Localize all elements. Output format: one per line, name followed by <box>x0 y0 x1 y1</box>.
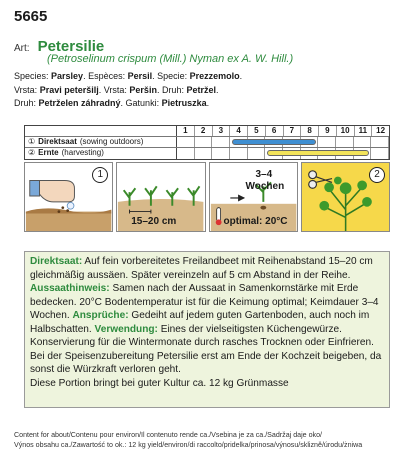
calendar-row-harvest: ② Ernte (harvesting) <box>25 148 389 159</box>
footer-line: Výnos obsahu ca./Zawartość to ok.: 12 kg yield/environ/di raccolto/pridelka/prinosa/výnosu/sklizně/úrodu/żniwa <box>14 440 363 449</box>
requirements-heading: Ansprüche: <box>72 310 129 322</box>
usage-text: Eines der vielseitigsten Küchengewürze. Konservierung für die Wintermonate durch rasches Trocknen oder Einfrieren. Bei der Speisenzubereitung Petersilie erst am Ende der Kochzeit beigeben, da sonst die Würzkraft verloren geht. <box>30 323 382 376</box>
calendar-period-bar <box>267 150 369 156</box>
step-number: 2 <box>369 167 385 183</box>
names-row: Druh: Petrželen záhradný. Gatunki: Pietruszka. <box>14 98 210 109</box>
footer-line: Content for about/Contenu pour environ/Il contenuto rende ca./Vsebina je za ca./Sadržaj daje oko/ <box>14 431 322 439</box>
translated-names <box>14 70 242 111</box>
month-label: 7 <box>284 126 302 136</box>
instruction-pictograms <box>24 162 390 232</box>
product-code: 5665 <box>14 8 48 25</box>
direct-sowing-text: Auf fein vorbereitetes Freilandbeet mit Reihenabstand 15–20 cm gleichmäßig aussäen. Später vereinzeln auf 5 cm Abstand in der Reihe. <box>30 256 373 281</box>
requirements-text: Gedeiht auf jedem guten Gartenboden, auch noch im Halbschatten. <box>30 310 370 335</box>
pictogram-germination <box>209 162 298 232</box>
month-label: 12 <box>376 126 386 135</box>
month-label: 11 <box>355 126 373 136</box>
germination-weeks-unit: Wochen <box>245 181 285 192</box>
row-spacing-label: 15–20 cm <box>131 216 177 227</box>
yield-text: Diese Portion bringt bei guter Kultur ca. 12 kg Grünmasse <box>30 377 289 389</box>
species-name: Petersilie <box>37 38 105 55</box>
pictogram-harvest <box>301 162 390 232</box>
usage-heading: Verwendung: <box>94 323 158 335</box>
instructions-text <box>24 251 390 408</box>
month-label: 2 <box>195 126 213 136</box>
direct-sowing-heading: Direktsaat: <box>30 256 83 267</box>
calendar-header-row <box>25 126 389 137</box>
month-label: 6 <box>266 126 284 136</box>
month-label: 3 <box>213 126 231 136</box>
month-label: 8 <box>301 126 319 136</box>
yield-footer <box>14 431 362 450</box>
month-label: 4 <box>230 126 248 136</box>
pictogram-sowing <box>24 162 113 232</box>
calendar-period-bar <box>232 139 316 145</box>
names-row: Species: Parsley. Espèces: Persil. Specie: Prezzemolo. <box>14 71 243 81</box>
art-label: Art: <box>14 43 30 54</box>
step-number: 1 <box>92 167 108 183</box>
month-label: 9 <box>319 126 337 136</box>
sowing-note-heading: Aussaathinweis: <box>30 283 110 295</box>
germination-temperature: optimal: 20°C <box>223 216 288 227</box>
germination-weeks-number: 3–4 <box>255 169 273 180</box>
names-row: Vrsta: Pravi peteršilj. Vrsta: Peršin. Druh: Petržel. <box>14 84 219 95</box>
pictogram-row-spacing <box>116 162 205 232</box>
sowing-note-text: Samen nach der Aussaat in Samenkornstärke mit Erde bedecken. 20°C Bodentemperatur ist für die Keimung optimal; Keimdauer 3–4 Wochen. <box>30 283 379 322</box>
month-label: 10 <box>337 126 355 136</box>
growing-calendar <box>24 125 390 160</box>
month-label: 1 <box>177 126 195 136</box>
month-label: 5 <box>248 126 266 136</box>
calendar-row-sowing: ① Direktsaat (sowing outdoors) <box>25 137 389 148</box>
latin-name: (Petroselinum crispum (Mill.) Nyman ex A. W. Hill.) <box>47 53 294 65</box>
